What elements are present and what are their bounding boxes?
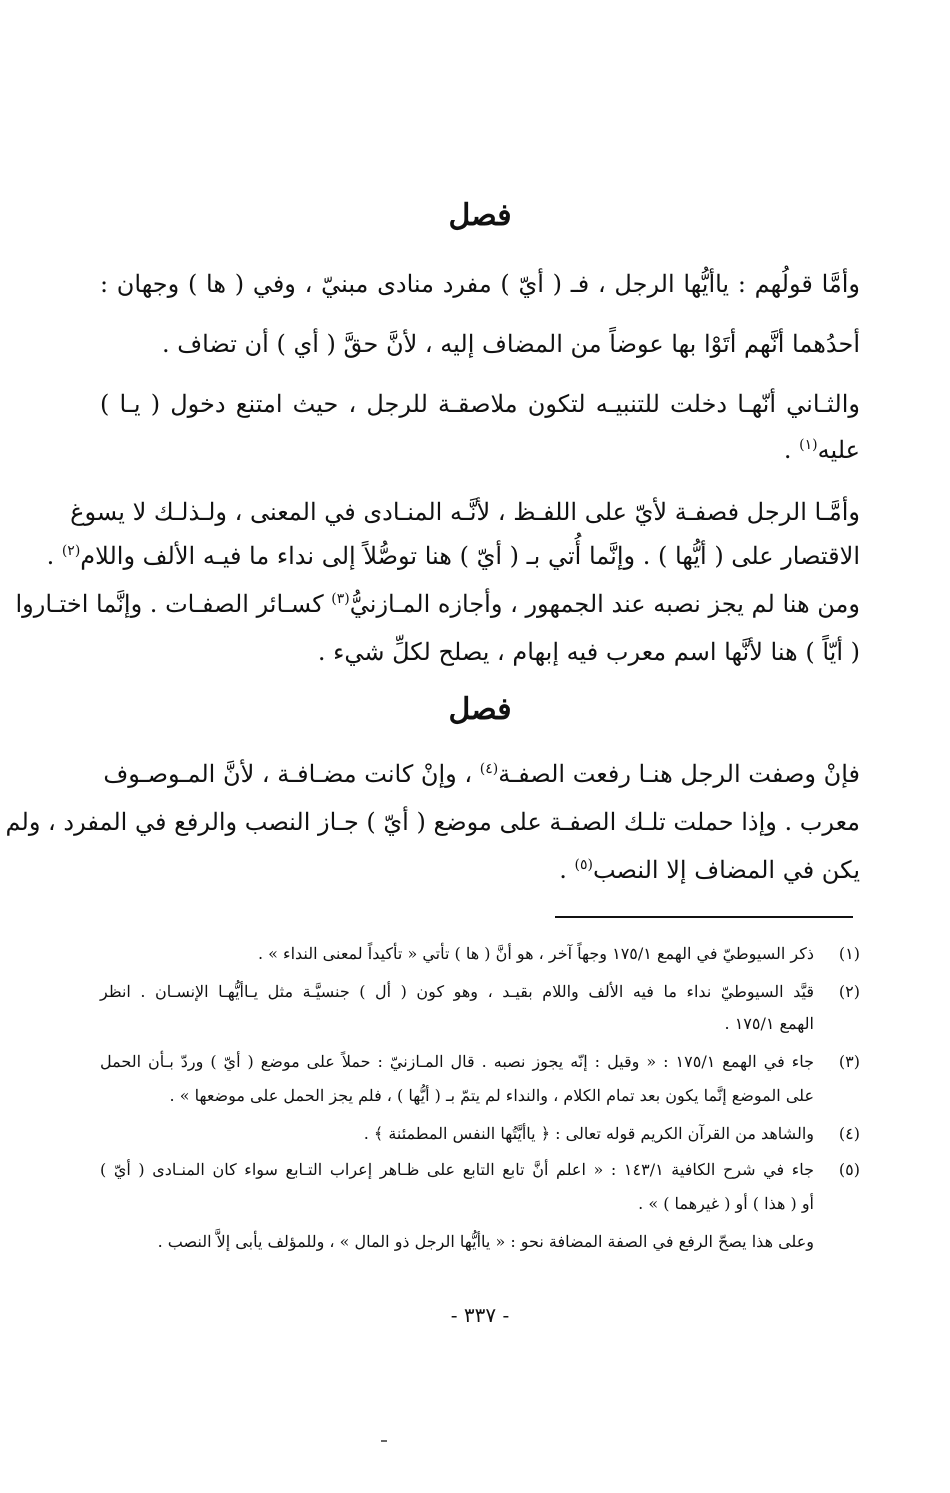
footnote-text: جاء في الهمع ١٧٥/١ : « وقيل : إنّه يجوز نصبه . قال المـازنيّ : حملاً على موضع ( أيّ ) وردّ بـأن الحمل (100, 1052, 814, 1071)
footnote-ref: (٢) (61, 543, 81, 559)
body-line: عليه$^{(١)}$ . (783, 436, 860, 464)
footnote-ref: (٥) (574, 857, 593, 873)
footnote-ref: (١) (799, 437, 818, 453)
body-line: والثـاني أنّهـا دخلت للتنبيـه لتكون ملاصقـة للرجل ، حيث امتنع دخول ( يـا ) (100, 390, 860, 418)
footnote-text: والشاهد من القرآن الكريم قوله تعالى : ﴿ ياأيَّتُها النفس المطمئنة ﴾ . (363, 1124, 814, 1143)
footnote-text: ذكر السيوطيّ في الهمع ١٧٥/١ وجهاً آخر ، هو أنَّ ( ها ) تأتي « تأكيداً لمعنى النداء » . (258, 944, 814, 963)
book-page (5, 0, 860, 1493)
body-line: الاقتصار على ( أيُّها ) . وإنَّما أُتي بـ ( أيّ ) هنا توصُّلاً إلى نداء ما فيـه الألف واللام$^{(٢)}$ . (46, 542, 860, 570)
footnote-text: أو ( هذا ) أو ( غيرهما ) » . (638, 1194, 814, 1213)
footnote-text: جاء في شرح الكافية ١٤٣/١ : « اعلم أنَّ تابع التابع على ظـاهر إعراب التـابع سواء كان المنـادى ( أيّ ) (100, 1160, 815, 1179)
print-mark (381, 1440, 387, 1442)
footnote-text: وعلى هذا يصحّ الرفع في الصفة المضافة نحو : « ياأيُّها الرجل ذو المال » ، وللمؤلف يأبى إلاَّ النصب . (157, 1232, 814, 1251)
footnote-number: (٣) (838, 1052, 860, 1071)
footnote-text: قيَّد السيوطيّ نداء ما فيه الألف واللام بقيـد ، وهو كون ( أل ) جنسيَّـة مثل يـاأيُّهـا الإنسـان . انظر (100, 982, 814, 1001)
body-line: فإنْ وصفت الرجل هنـا رفعت الصفـة$^{(٤)}$ ، وإنْ كانت مضـافـة ، لأنَّ المـوصـوف (103, 760, 860, 788)
body-line: يكن في المضاف إلا النصب$^{(٥)}$ . (559, 856, 860, 884)
page-number: - ٣٣٧ - (450, 1303, 510, 1327)
body-line: ومن هنا لم يجز نصبه عند الجمهور ، وأجازه المـازنيُّ$^{(٣)}$ كسـائر الصفـات . وإنَّما اختـاروا (15, 590, 860, 618)
footnote-number: (٥) (838, 1160, 860, 1179)
footnote-separator (555, 916, 853, 918)
section-heading-2: فصل (448, 692, 512, 727)
body-line: وأمَّـا الرجل فصفـة لأيّ على اللفـظ ، لأنَّـه المنـادى في المعنى ، ولـذلـك لا يسوغ (70, 498, 860, 526)
section-heading-1: فصل (448, 198, 512, 233)
footnote-number: (٢) (838, 982, 860, 1001)
body-line: معرب . وإذا حملت تلـك الصفـة على موضع ( أيّ ) جـاز النصب والرفع في المفرد ، ولم (5, 808, 860, 836)
body-line: ( أيّاً ) هنا لأنَّها اسم معرب فيه إبهام ، يصلح لكلِّ شيء . (317, 638, 860, 666)
body-line: أحدُهما أنَّهم أتَوْا بها عوضاً من المضاف إليه ، لأنَّ حقَّ ( أي ) أن تضاف . (161, 330, 860, 358)
footnote-number: (٤) (838, 1124, 860, 1143)
body-line: وأمَّا قولُهم : ياأيُّها الرجل ، فـ ( أيّ ) مفرد منادى مبنيّ ، وفي ( ها ) وجهان : (100, 270, 860, 298)
footnote-text: على الموضع إنَّما يكون بعد تمام الكلام ، والنداء لم يتمّ بـ ( أيُّها ) ، فلم يجز الحمل على موضعها » . (169, 1086, 814, 1105)
footnote-number: (١) (838, 944, 860, 963)
footnote-text: الهمع ١٧٥/١ . (724, 1014, 814, 1033)
footnote-ref: (٤) (479, 761, 499, 777)
footnote-ref: (٣) (331, 591, 350, 607)
